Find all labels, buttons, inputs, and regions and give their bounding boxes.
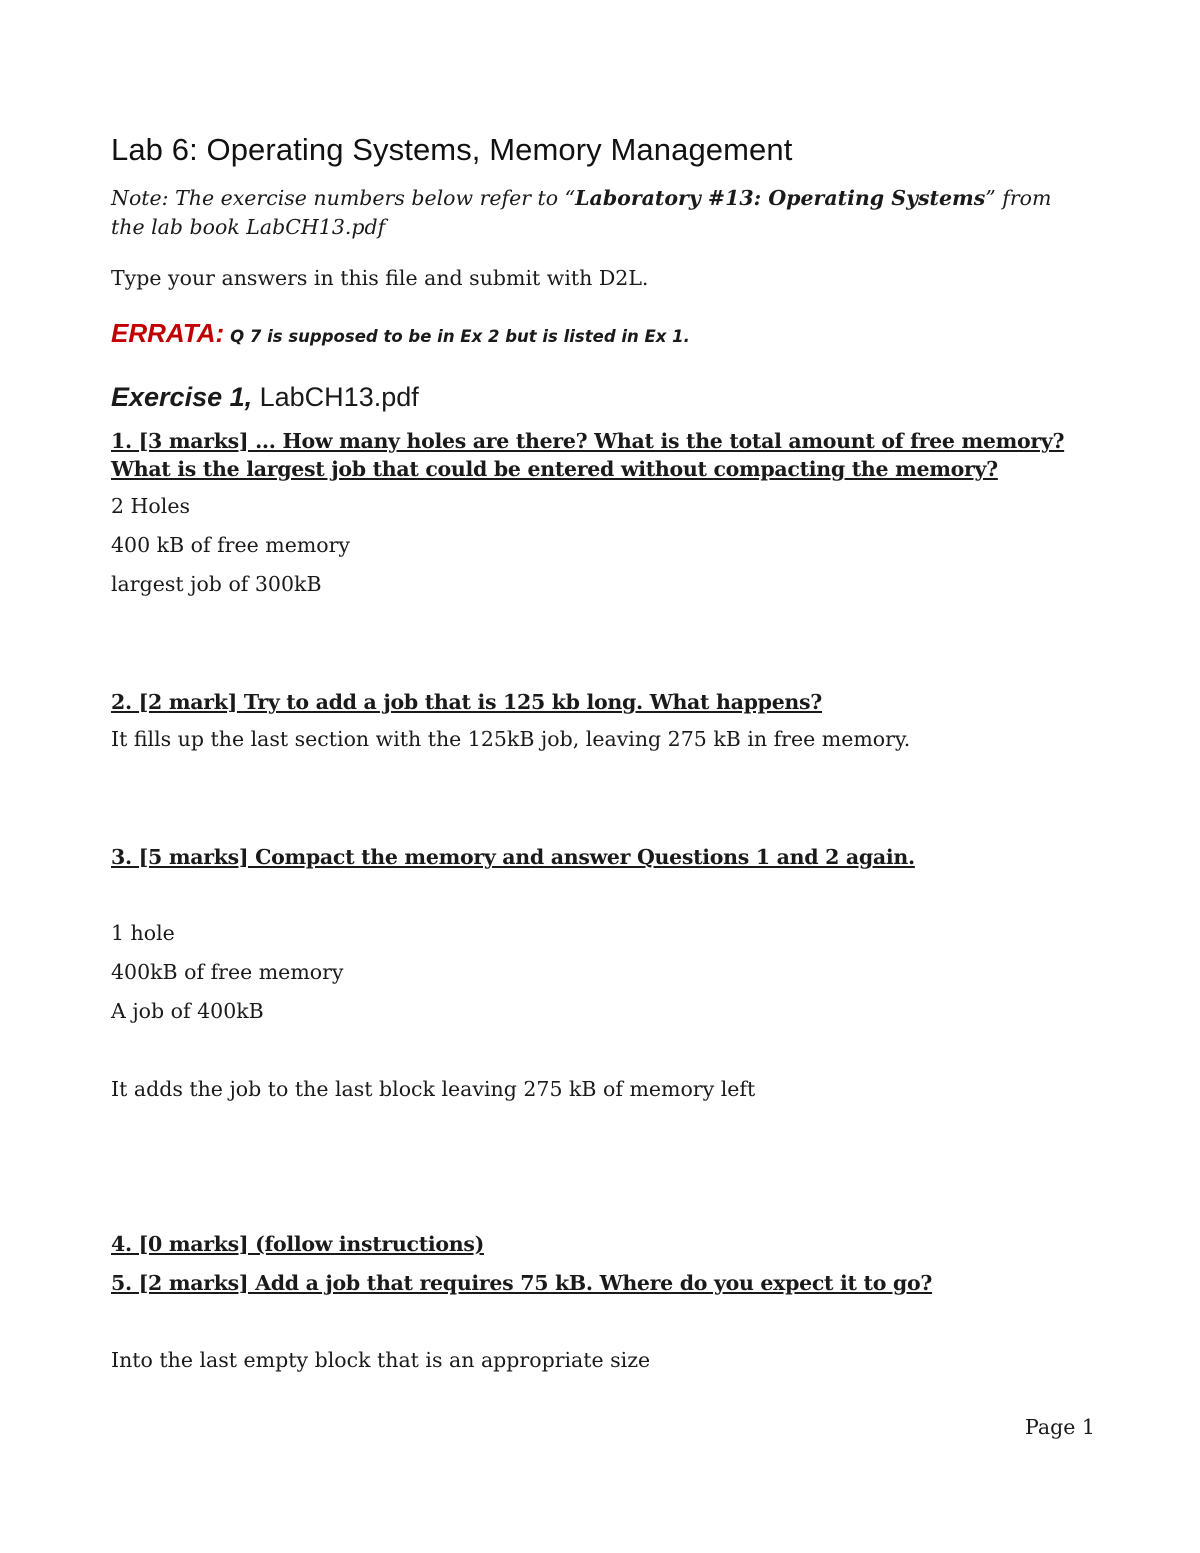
document-title: Lab 6: Operating Systems, Memory Management [111,132,793,167]
note-prefix: Note: The exercise numbers below refer to “ [111,186,576,210]
question-4: 4. [0 marks] (follow instructions) [111,1232,484,1256]
question-5: 5. [2 marks] Add a job that requires 75 kB. Where do you expect it to go? [111,1271,933,1295]
exercise-heading-file: LabCH13.pdf [252,382,419,412]
question-2: 2. [2 mark] Try to add a job that is 125 kb long. What happens? [111,690,822,714]
submission-instruction: Type your answers in this file and submit with D2L. [111,266,649,290]
errata-label: ERRATA: [111,318,225,348]
answer-5: Into the last empty block that is an appropriate size [111,1348,651,1372]
exercise-heading [111,382,419,413]
answer-1-line-3: largest job of 300kB [111,572,322,596]
answer-3-line-4: It adds the job to the last block leaving 275 kB of memory left [111,1077,756,1101]
answer-1-line-2: 400 kB of free memory [111,533,350,557]
answer-3-line-2: 400kB of free memory [111,960,344,984]
question-1: 1. [3 marks] ... How many holes are there? What is the total amount of free memory? What is the largest job that could be entered without compacting the memory? [111,429,1065,481]
errata-line [111,318,690,349]
answer-3-line-3: A job of 400kB [111,999,264,1023]
note-lab-reference: Laboratory #13: Operating Systems [575,186,986,210]
exercise-heading-number: Exercise 1, [111,382,253,412]
page-number: Page 1 [1025,1415,1095,1439]
question-3: 3. [5 marks] Compact the memory and answer Questions 1 and 2 again. [111,845,915,869]
note-suffix: ” from the lab book LabCH13.pdf [111,186,1052,239]
answer-2: It fills up the last section with the 125kB job, leaving 275 kB in free memory. [111,727,911,751]
answer-3-line-1: 1 hole [111,921,175,945]
answer-1-line-1: 2 Holes [111,494,190,518]
note-paragraph [111,184,1086,242]
errata-text: Q 7 is supposed to be in Ex 2 but is listed in Ex 1. [230,327,690,346]
